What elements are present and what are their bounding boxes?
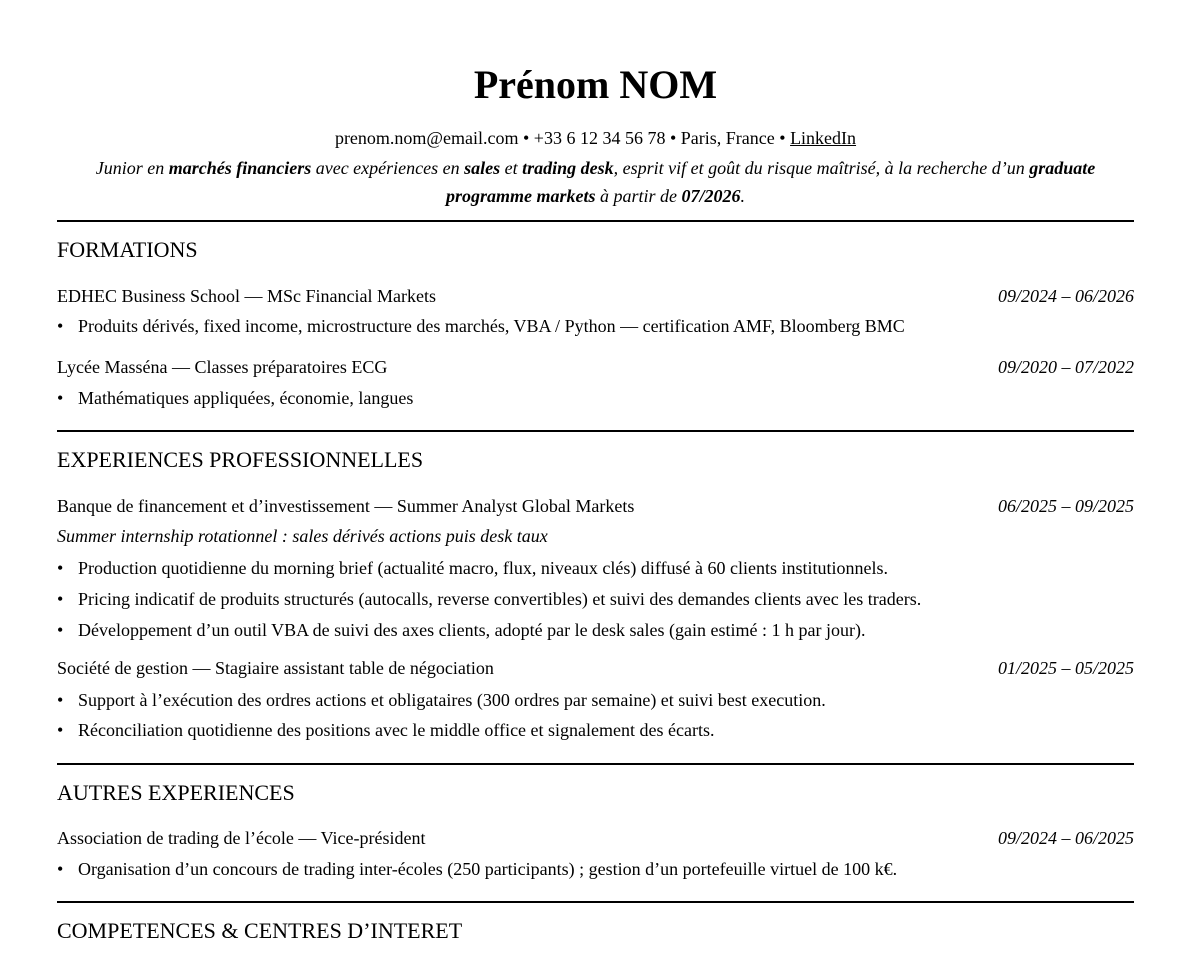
entry-title: EDHEC Business School — MSc Financial Markets xyxy=(57,286,436,306)
separator: • xyxy=(665,128,681,148)
bullet-item xyxy=(57,618,1134,642)
separator: • xyxy=(518,128,534,148)
bullet-symbol: • xyxy=(57,690,64,710)
summary-text: , esprit vif et goût du risque maîtrisé, à la recherche d’un xyxy=(613,158,1030,178)
summary-emphasis: 07/2026 xyxy=(681,186,741,206)
entry-title: Banque de financement et d’investissement — Summer Analyst Global Markets xyxy=(57,496,635,516)
entry-title: Association de trading de l’école — Vice-président xyxy=(57,828,426,848)
entry-header xyxy=(57,656,1134,680)
linkedin-link[interactable]: LinkedIn xyxy=(790,128,857,148)
summary-emphasis: trading desk xyxy=(522,158,614,178)
bullet-text: Pricing indicatif de produits structurés (autocalls, reverse convertibles) et suivi des demandes clients avec les traders. xyxy=(78,589,922,609)
summary-emphasis: graduate programme markets xyxy=(445,158,1096,206)
summary-text: . xyxy=(740,186,746,206)
bullet-item xyxy=(57,314,1134,338)
section-divider xyxy=(57,430,1134,432)
bullet-symbol: • xyxy=(57,620,64,640)
phone-text: +33 6 12 34 56 78 xyxy=(533,128,666,148)
bullet-symbol: • xyxy=(57,859,64,879)
bullet-text: Produits dérivés, fixed income, microstructure des marchés, VBA / Python — certification AMF, Bloomberg BMC xyxy=(78,316,905,336)
entry-dates: 06/2025 – 09/2025 xyxy=(997,496,1134,516)
bullet-text: Support à l’exécution des ordres actions et obligataires (300 ordres par semaine) et suivi best execution. xyxy=(78,690,826,710)
section-divider xyxy=(57,220,1134,222)
section-divider xyxy=(57,763,1134,765)
bullet-symbol: • xyxy=(57,558,64,578)
bullet-item xyxy=(57,688,1134,712)
bullet-symbol: • xyxy=(57,720,64,740)
entry-header xyxy=(57,494,1134,518)
bullet-text: Développement d’un outil VBA de suivi des axes clients, adopté par le desk sales (gain estimé : 1 h par jour). xyxy=(78,620,866,640)
bullet-text: Réconciliation quotidienne des positions avec le middle office et signalement des écarts. xyxy=(78,720,715,740)
summary-text: à partir de xyxy=(595,186,682,206)
entry-title: Société de gestion — Stagiaire assistant table de négociation xyxy=(57,658,494,678)
bullet-item xyxy=(57,857,1134,881)
bullet-text: Organisation d’un concours de trading inter-écoles (250 participants) ; gestion d’un portefeuille virtuel de 100 k€. xyxy=(78,859,898,879)
location-text: Paris, France xyxy=(680,128,775,148)
section-title-autres: AUTRES EXPERIENCES xyxy=(57,780,295,805)
bullet-text: Production quotidienne du morning brief (actualité macro, flux, niveaux clés) diffusé à 60 clients institutionnels. xyxy=(78,558,888,578)
contact-line xyxy=(0,126,1191,150)
bullet-symbol: • xyxy=(57,589,64,609)
section-title-experiences: EXPERIENCES PROFESSIONNELLES xyxy=(57,447,424,472)
section-divider xyxy=(57,901,1134,903)
entry-title: Lycée Masséna — Classes préparatoires ECG xyxy=(57,357,388,377)
section-title-competences: COMPETENCES & CENTRES D’INTERET xyxy=(57,918,463,943)
bullet-item xyxy=(57,587,1134,611)
entry-header xyxy=(57,826,1134,850)
bullet-item xyxy=(57,718,1134,742)
entry-dates: 09/2020 – 07/2022 xyxy=(997,357,1134,377)
bullet-text: Mathématiques appliquées, économie, langues xyxy=(78,388,414,408)
summary-text: avec expériences en xyxy=(311,158,465,178)
entry-subtitle: Summer internship rotationnel : sales dérivés actions puis desk taux xyxy=(57,526,548,546)
summary-emphasis: sales xyxy=(464,158,501,178)
summary-text: et xyxy=(500,158,523,178)
bullet-item xyxy=(57,556,1134,580)
profile-summary xyxy=(57,154,1134,210)
entry-header xyxy=(57,355,1134,379)
summary-emphasis: marchés financiers xyxy=(168,158,312,178)
entry-header xyxy=(57,284,1134,308)
separator: • xyxy=(774,128,791,148)
summary-text: Junior en xyxy=(95,158,169,178)
entry-dates: 09/2024 – 06/2025 xyxy=(997,828,1134,848)
email-text: prenom.nom@email.com xyxy=(334,128,519,148)
bullet-item xyxy=(57,386,1134,410)
section-title-formations: FORMATIONS xyxy=(57,237,198,262)
bullet-symbol: • xyxy=(57,316,64,336)
entry-dates: 01/2025 – 05/2025 xyxy=(997,658,1134,678)
bullet-symbol: • xyxy=(57,388,64,408)
entry-dates: 09/2024 – 06/2026 xyxy=(997,286,1134,306)
candidate-name: Prénom NOM xyxy=(473,62,718,107)
